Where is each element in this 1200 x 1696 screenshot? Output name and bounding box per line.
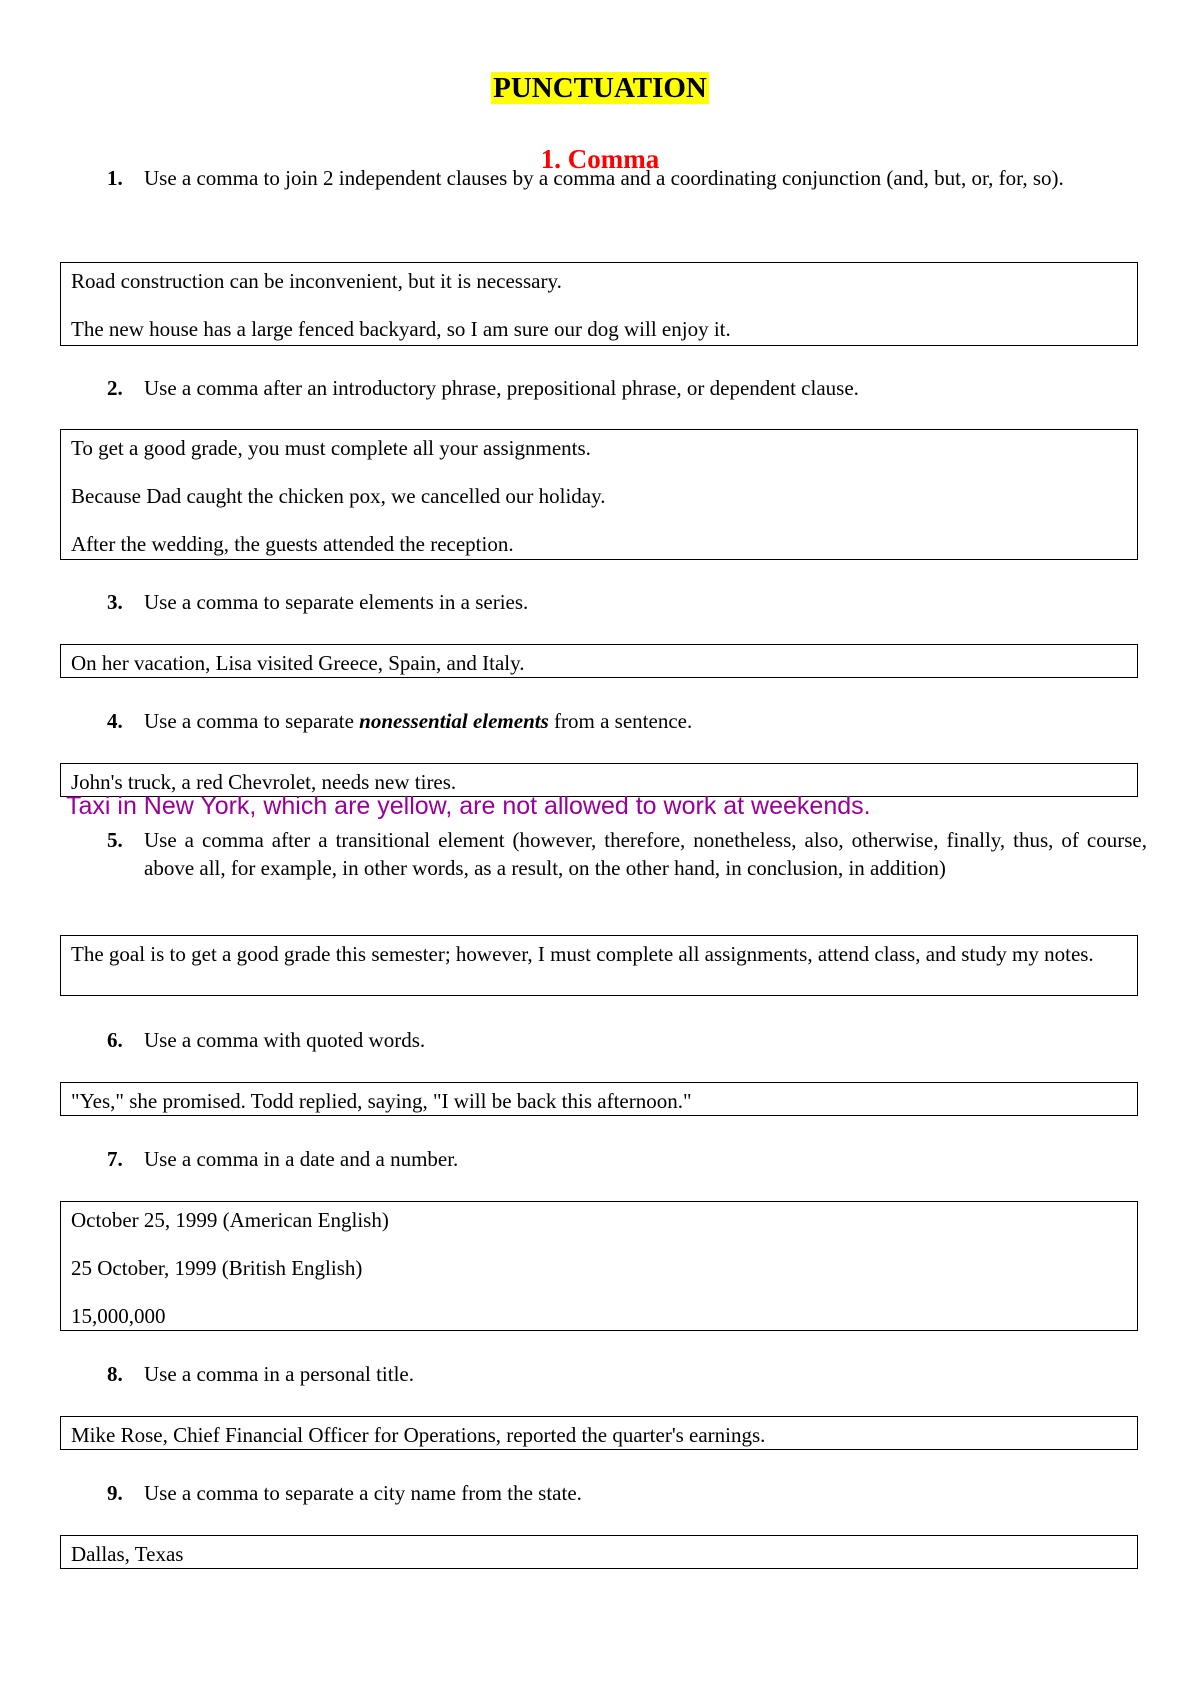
rule-text: Use a comma with quoted words. (144, 1028, 426, 1052)
example-line: The new house has a large fenced backyard, so I am sure our dog will enjoy it. (71, 317, 731, 341)
rule-8 (107, 1360, 1147, 1388)
rule-text: Use a comma to separate a city name from the state. (144, 1481, 582, 1505)
rule-1 (107, 164, 1147, 192)
rule-text (144, 707, 1147, 735)
example-box-2 (60, 429, 1138, 560)
rule-5 (107, 826, 1147, 882)
example-box-1 (60, 262, 1138, 346)
example-line: Dallas, Texas (71, 1542, 184, 1566)
example-line: After the wedding, the guests attended the reception. (71, 532, 514, 556)
rule-text: Use a comma to join 2 independent clauses by a comma and a coordinating conjunction (and, but, or, for, so). (144, 166, 1064, 190)
example-box-5 (60, 935, 1138, 996)
rule-number: 7. (107, 1147, 123, 1171)
rule-text: Use a comma after an introductory phrase, prepositional phrase, or dependent clause. (144, 376, 859, 400)
rule-text-part: from a sentence. (548, 709, 693, 733)
example-line: On her vacation, Lisa visited Greece, Spain, and Italy. (71, 651, 525, 675)
rule-text: Use a comma to separate elements in a series. (144, 590, 529, 614)
rule-7 (107, 1145, 1147, 1173)
rule-number: 1. (107, 166, 123, 190)
rule-text-emphasis: nonessential elements (359, 709, 549, 733)
rule-9 (107, 1479, 1147, 1507)
example-box-7 (60, 1201, 1138, 1331)
rule-6 (107, 1026, 1147, 1054)
example-line: To get a good grade, you must complete all your assignments. (71, 436, 591, 460)
example-line: John's truck, a red Chevrolet, needs new tires. (71, 770, 457, 794)
page-title (0, 72, 1200, 105)
rule-number: 3. (107, 590, 123, 614)
rule-number: 8. (107, 1362, 123, 1386)
rule-number: 2. (107, 376, 123, 400)
example-box-9 (60, 1535, 1138, 1569)
rule-number: 6. (107, 1028, 123, 1052)
rule-text: Use a comma in a date and a number. (144, 1147, 459, 1171)
section-heading: 1. Comma (540, 144, 660, 174)
page-title-text: PUNCTUATION (493, 72, 707, 104)
handwritten-note: Taxi in New York, which are yellow, are not allowed to work at weekends. (66, 792, 871, 820)
rule-2 (107, 374, 1147, 402)
example-box-3 (60, 644, 1138, 678)
example-line: Road construction can be inconvenient, but it is necessary. (71, 269, 562, 293)
example-line: October 25, 1999 (American English) (71, 1208, 389, 1232)
rule-text-part: Use a comma to separate (144, 709, 360, 733)
example-line: Because Dad caught the chicken pox, we cancelled our holiday. (71, 484, 606, 508)
example-line: 15,000,000 (71, 1304, 166, 1328)
rule-text: Use a comma after a transitional element (however, therefore, nonetheless, also, otherwise, finally, thus, of course, above all, for example, in other words, as a result, on the other hand, in conclusion, in addition) (144, 828, 1147, 880)
example-line: Mike Rose, Chief Financial Officer for Operations, reported the quarter's earnings. (71, 1423, 766, 1447)
example-line: 25 October, 1999 (British English) (71, 1256, 363, 1280)
example-box-6 (60, 1082, 1138, 1116)
rule-number: 4. (107, 709, 123, 733)
rule-number: 5. (107, 828, 123, 852)
rule-number: 9. (107, 1481, 123, 1505)
rule-3 (107, 588, 1147, 616)
example-line: The goal is to get a good grade this semester; however, I must complete all assignments, attend class, and study my notes. (71, 942, 1094, 966)
example-line: "Yes," she promised. Todd replied, saying, "I will be back this afternoon." (71, 1089, 692, 1113)
rule-4 (107, 707, 1147, 735)
example-box-8 (60, 1416, 1138, 1450)
rule-text: Use a comma in a personal title. (144, 1362, 414, 1386)
